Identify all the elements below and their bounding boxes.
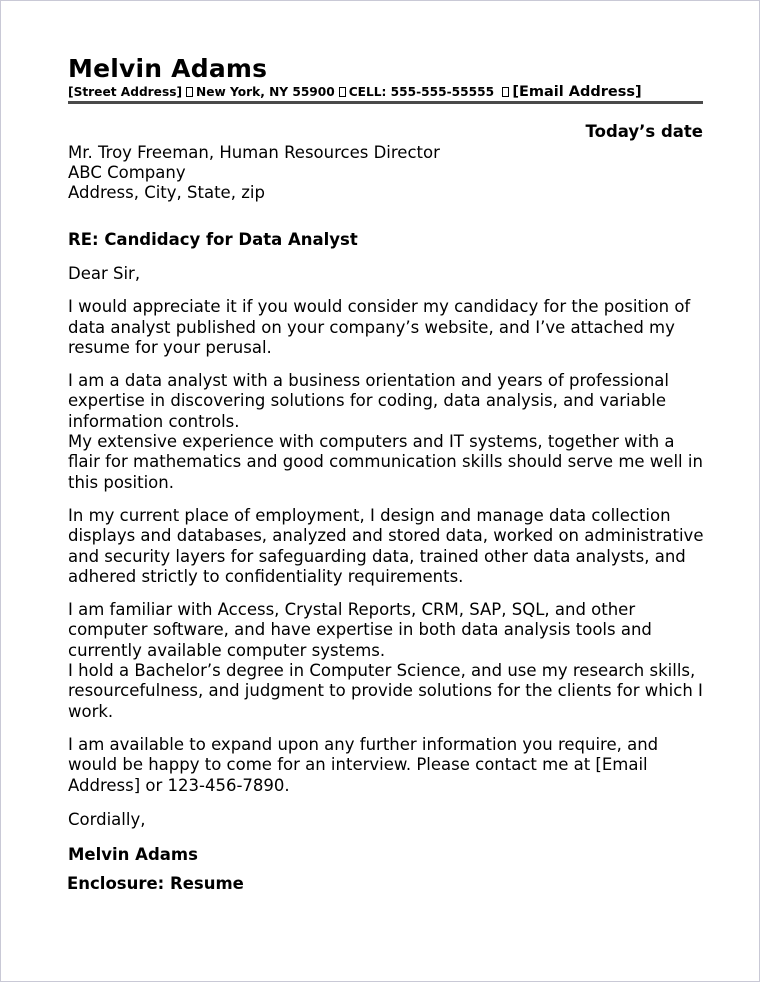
recipient-name: Mr. Troy Freeman, Human Resources Director [68,143,440,162]
header-rule [68,101,703,104]
body-paragraph-4-part-2: I hold a Bachelor’s degree in Computer Science, and use my research skills, resourcefulness, and judgment to provide solutions for the clients for which I work. [68,661,703,721]
body-paragraph-3: In my current place of employment, I design and manage data collection displays and databases, analyzed and stored data, worked on administrative and security layers for safeguarding data, trained other data analysts, and adhered strictly to confidentiality requirements. [68,505,704,586]
salutation: Dear Sir, [68,264,141,283]
separator-box-icon [502,87,509,97]
body-paragraph-2-part-1: I am a data analyst with a business orientation and years of professional expertise in discovering solutions for coding, data analysis, and variable information controls. [68,371,669,431]
body-paragraph-1: I would appreciate it if you would consider my candidacy for the position of data analyst published on your company’s website, and I’ve attached my resume for your perusal. [68,297,691,357]
city-state-zip: New York, NY 55900 [196,85,335,99]
body-paragraph-5: I am available to expand upon any further information you require, and would be happy to come for an interview. Please contact me at [Email Address] or 123-456-7890. [68,734,659,795]
closing: Cordially, [68,809,146,829]
cell-phone: CELL: 555-555-55555 [348,85,495,99]
separator-box-icon [186,87,193,97]
recipient-address: Address, City, State, zip [68,183,265,202]
separator-box-icon [339,87,346,97]
body-paragraph-4 [68,600,704,722]
body-paragraph-4-part-1: I am familiar with Access, Crystal Reports, CRM, SAP, SQL, and other computer software, and have expertise in both data analysis tools and currently available computer systems. [68,600,652,660]
email-address: [Email Address] [512,84,642,100]
recipient-company: ABC Company [68,163,186,182]
enclosure-line: Enclosure: Resume [67,874,244,894]
contact-line [68,84,704,100]
body-paragraph-2 [68,371,704,493]
recipient-block [68,143,704,203]
street-address: [Street Address] [68,85,183,99]
subject-line: RE: Candidacy for Data Analyst [68,230,358,249]
body-paragraph-2-part-2: My extensive experience with computers and IT systems, together with a flair for mathematics and good communication skills should serve me well in this position. [68,432,703,492]
signature-name: Melvin Adams [68,845,198,865]
letter-date: Today’s date [585,122,703,141]
cover-letter [68,54,704,894]
sender-name: Melvin Adams [68,54,268,83]
